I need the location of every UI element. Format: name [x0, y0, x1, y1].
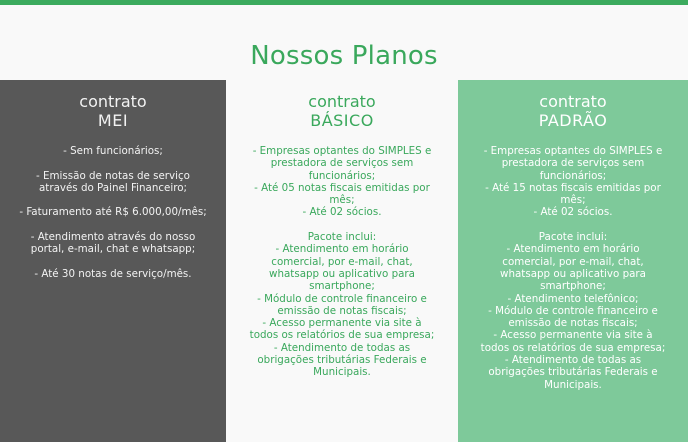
feature-line: - Sem funcionários; [63, 145, 163, 157]
plan-card-basico [226, 80, 458, 442]
plan-name: BÁSICO [310, 111, 374, 130]
feature-line: comercial, por e-mail, chat, [502, 255, 644, 268]
feature-spacer [466, 219, 680, 231]
plan-card-mei [0, 80, 226, 442]
feature-line: comercial, por e-mail, chat, [271, 255, 413, 268]
feature-line: smartphone; [309, 280, 375, 293]
feature-line: todos os relatórios de sua empresa; [480, 341, 666, 354]
top-accent-bar [0, 0, 688, 5]
feature-line: - Até 02 sócios. [302, 206, 382, 219]
feature-line: - Empresas optantes do SIMPLES e [252, 145, 432, 157]
feature-line: whatsapp ou aplicativo para [269, 267, 415, 280]
feature-line: - Emissão de notas de serviço [36, 169, 190, 182]
feature-line: - Atendimento em horário [275, 243, 409, 256]
feature-line: funcionários; [308, 169, 376, 182]
feature-line: whatsapp ou aplicativo para [500, 267, 646, 280]
feature-line: - Atendimento de todas as [273, 341, 411, 354]
feature-line: - Atendimento de todas as [504, 354, 642, 367]
plan-features [226, 145, 458, 379]
feature-line: portal, e-mail, chat e whatsapp; [30, 243, 196, 256]
plan-label: contrato [79, 92, 147, 111]
feature-line: emissão de notas fiscais; [508, 317, 638, 330]
plan-features [0, 145, 226, 280]
feature-line: Municipais. [313, 366, 371, 379]
plan-heading [0, 92, 226, 130]
feature-line: mês; [329, 194, 355, 207]
feature-line: prestadora de serviços sem [270, 157, 414, 170]
feature-line: obrigações tributárias Federais e [257, 354, 427, 367]
feature-spacer [4, 194, 222, 206]
feature-line: através do Painel Financeiro; [38, 181, 187, 194]
feature-spacer [4, 157, 222, 169]
feature-line: - Faturamento até R$ 6.000,00/mês; [19, 206, 207, 219]
feature-line: - Acesso permanente via site à [493, 329, 653, 342]
feature-line: - Atendimento através do nosso [30, 231, 196, 244]
plan-name: PADRÃO [538, 111, 608, 130]
feature-line: todos os relatórios de sua empresa; [249, 329, 435, 342]
feature-line: Pacote inclui: [307, 231, 377, 244]
plan-label: contrato [539, 92, 607, 111]
feature-line: - Atendimento telefônico; [507, 292, 639, 305]
plan-card-padrao [458, 80, 688, 442]
feature-line: - Até 15 notas fiscais emitidas por [485, 181, 661, 194]
feature-spacer [234, 219, 450, 231]
feature-line: mês; [560, 194, 586, 207]
plan-features [458, 145, 688, 391]
feature-line: - Até 30 notas de serviço/mês. [34, 267, 192, 280]
feature-line: Municipais. [544, 378, 602, 391]
plan-label: contrato [308, 92, 376, 111]
feature-line: - Atendimento em horário [506, 243, 640, 256]
feature-line: - Empresas optantes do SIMPLES e [483, 145, 663, 157]
plan-name: MEI [97, 111, 129, 130]
feature-line: smartphone; [540, 280, 606, 293]
feature-line: - Acesso permanente via site à [262, 317, 422, 330]
feature-line: - Módulo de controle financeiro e [257, 292, 427, 305]
feature-line: - Até 05 notas fiscais emitidas por [254, 181, 430, 194]
feature-spacer [4, 219, 222, 231]
plan-heading [226, 92, 458, 130]
feature-line: - Módulo de controle financeiro e [488, 304, 658, 317]
plan-heading [458, 92, 688, 130]
feature-line: - Até 02 sócios. [533, 206, 613, 219]
feature-spacer [4, 256, 222, 268]
feature-line: emissão de notas fiscais; [277, 304, 407, 317]
feature-line: Pacote inclui: [538, 231, 608, 244]
feature-line: obrigações tributárias Federais e [488, 366, 658, 379]
feature-line: prestadora de serviços sem [501, 157, 645, 170]
page-title: Nossos Planos [250, 41, 438, 72]
feature-line: funcionários; [539, 169, 607, 182]
